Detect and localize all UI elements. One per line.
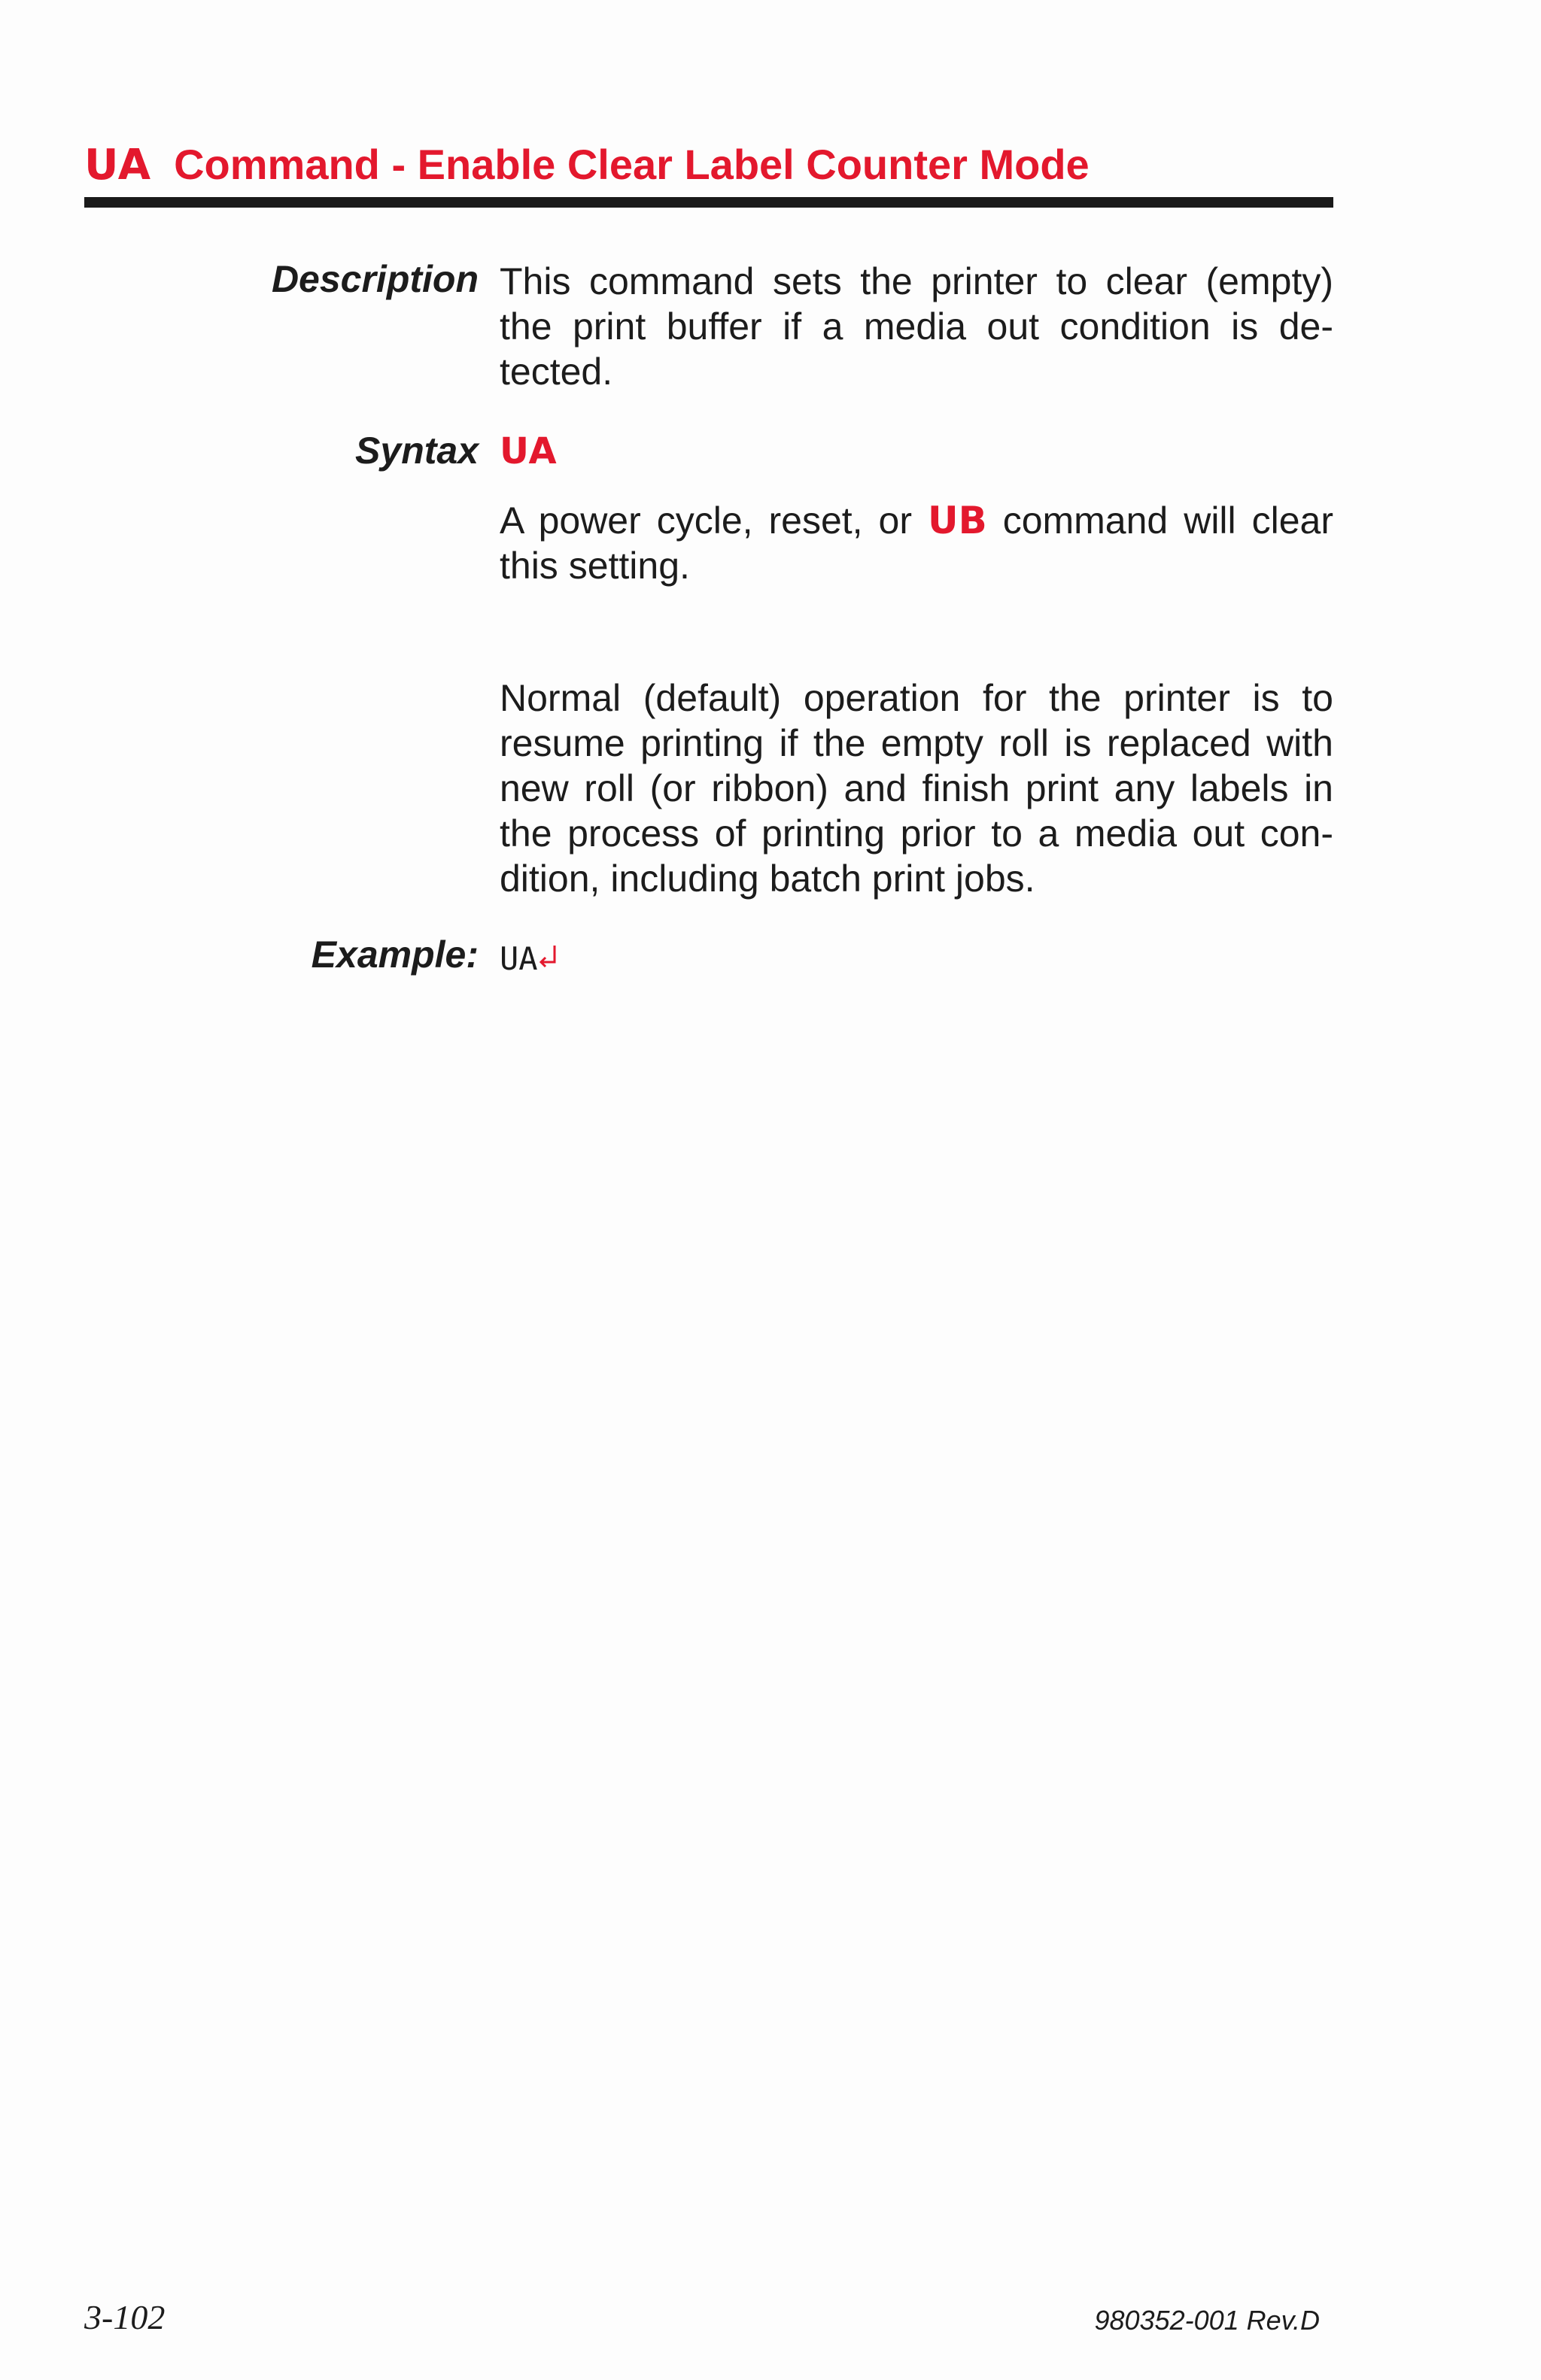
syntax-code: UA bbox=[500, 430, 558, 472]
description-text: This command sets the printer to clear (empty) the print buffer if a media out condition is detected. bbox=[500, 260, 1333, 393]
page-number: 3-102 bbox=[84, 2298, 166, 2336]
syntax-note bbox=[500, 498, 1333, 588]
document-revision: 980352-001 Rev.D bbox=[1094, 2305, 1320, 2336]
syntax-note-before: A power cycle, reset, or bbox=[500, 499, 928, 542]
example-code-text: UA bbox=[500, 940, 538, 977]
section-header bbox=[84, 140, 1333, 190]
syntax-label: Syntax bbox=[355, 430, 479, 472]
header-divider bbox=[84, 197, 1333, 208]
description-label: Description bbox=[271, 258, 479, 300]
section-title: Command - Enable Clear Label Counter Mode bbox=[174, 141, 1090, 188]
command-code: UA bbox=[84, 141, 152, 190]
example-label: Example: bbox=[311, 933, 479, 976]
syntax-note-after: command will clear this setting. bbox=[500, 499, 1334, 587]
reset-command-code: UB bbox=[928, 499, 987, 542]
normal-operation-paragraph: Normal (default) operation for the printer is to resume printing if the empty roll is replaced with new roll (or ribbon) and finish print any labels in the process of printing prior to a media out condition, including batch print jobs. bbox=[500, 677, 1333, 900]
carriage-return-icon bbox=[538, 940, 559, 977]
example-code bbox=[500, 940, 559, 977]
